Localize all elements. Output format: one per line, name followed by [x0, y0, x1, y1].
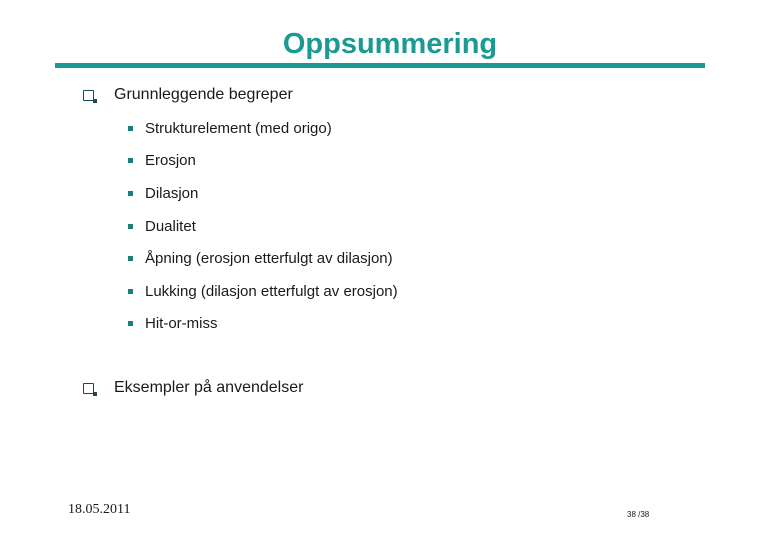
section-label: Eksempler på anvendelser: [114, 379, 304, 396]
square-bullet-icon: [128, 256, 133, 261]
list-item: [128, 216, 196, 236]
footer-date: 18.05.2011: [68, 502, 131, 517]
title-underline: [55, 63, 705, 68]
square-bullet-icon: [128, 321, 133, 326]
section-item-basic-concepts: [82, 84, 293, 106]
square-bullet-icon: [128, 158, 133, 163]
list-item-label: Dualitet: [145, 217, 196, 235]
list-item: [128, 150, 196, 170]
section-label: Grunnleggende begreper: [114, 86, 293, 103]
list-item-label: Hit-or-miss: [145, 314, 218, 332]
list-item: [128, 118, 332, 138]
list-item: [128, 281, 398, 301]
slide-title: Oppsummering: [282, 28, 498, 60]
list-item: [128, 313, 218, 333]
square-bullet-icon: [128, 224, 133, 229]
page-number: 38 /38: [627, 510, 650, 519]
section-item-applications: [82, 377, 303, 399]
list-item-label: Dilasjon: [145, 184, 199, 202]
list-item-label: Åpning (erosjon etterfulgt av dilasjon): [145, 249, 393, 267]
checkbox-bullet-icon: [83, 90, 94, 101]
list-item-label: Strukturelement (med origo): [145, 119, 332, 137]
list-item-label: Erosjon: [145, 151, 196, 169]
checkbox-bullet-icon: [83, 383, 94, 394]
square-bullet-icon: [128, 289, 133, 294]
list-item: [128, 183, 198, 203]
list-item: [128, 248, 393, 268]
list-item-label: Lukking (dilasjon etterfulgt av erosjon): [145, 282, 398, 300]
square-bullet-icon: [128, 191, 133, 196]
square-bullet-icon: [128, 126, 133, 131]
